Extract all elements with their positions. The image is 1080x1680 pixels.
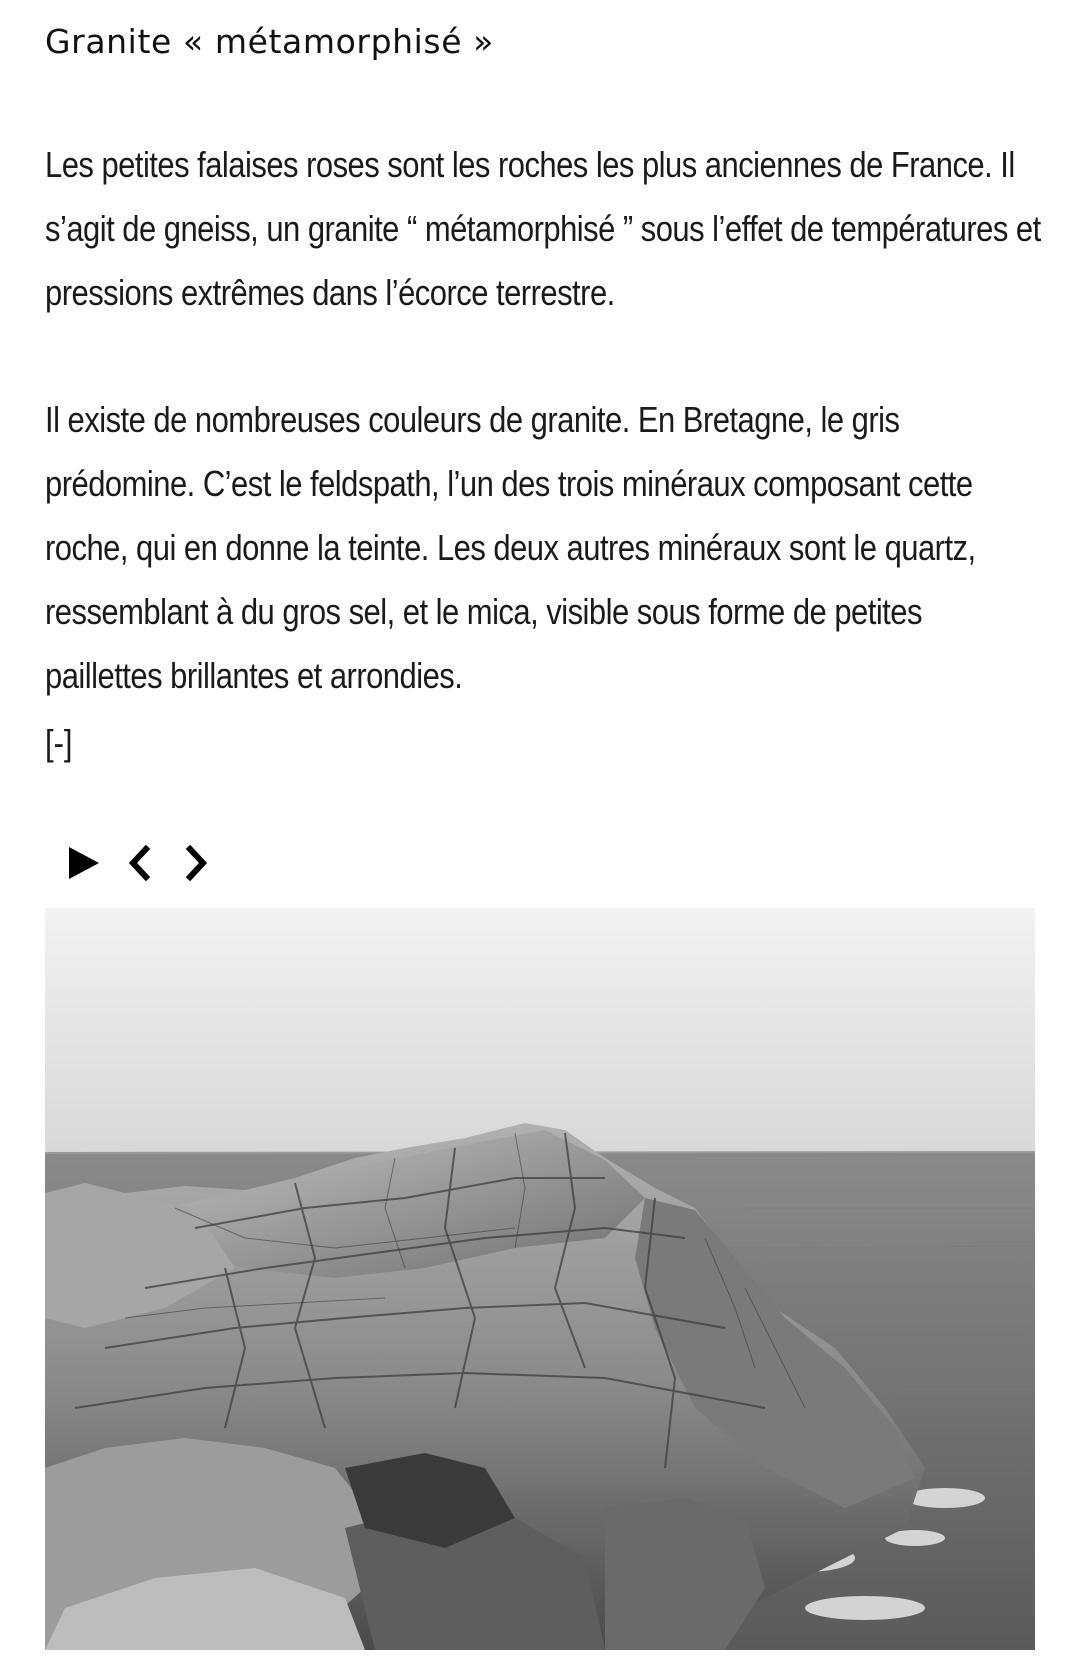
paragraph-2: Il existe de nombreuses couleurs de granite. En Bretagne, le gris prédomine. C’est le feldspath, l’un des trois minéraux composant cette roche, qui en donne la teinte. Les deux autres minéraux sont le quartz, ressemblant à du gros sel, et le mica, visible sous forme de petites paillettes brillantes et arrondies. [45, 399, 976, 696]
chevron-right-icon[interactable] [168, 840, 224, 886]
paragraph-1: Les petites falaises roses sont les roches les plus anciennes de France. Il s’agit de gneiss, un granite “ métamorphisé ” sous l’effet de températures et pressions extrêmes dans l’écorce terrestre. [45, 144, 1041, 313]
chevron-left-icon[interactable] [112, 840, 168, 886]
collapse-link[interactable]: [-] [45, 722, 73, 763]
slideshow-controls [56, 840, 224, 886]
section-heading: Granite « métamorphisé » [45, 22, 494, 61]
rock-cliff-photo [45, 908, 1035, 1650]
slideshow-image[interactable] [45, 908, 1035, 1650]
play-icon[interactable] [56, 840, 112, 886]
